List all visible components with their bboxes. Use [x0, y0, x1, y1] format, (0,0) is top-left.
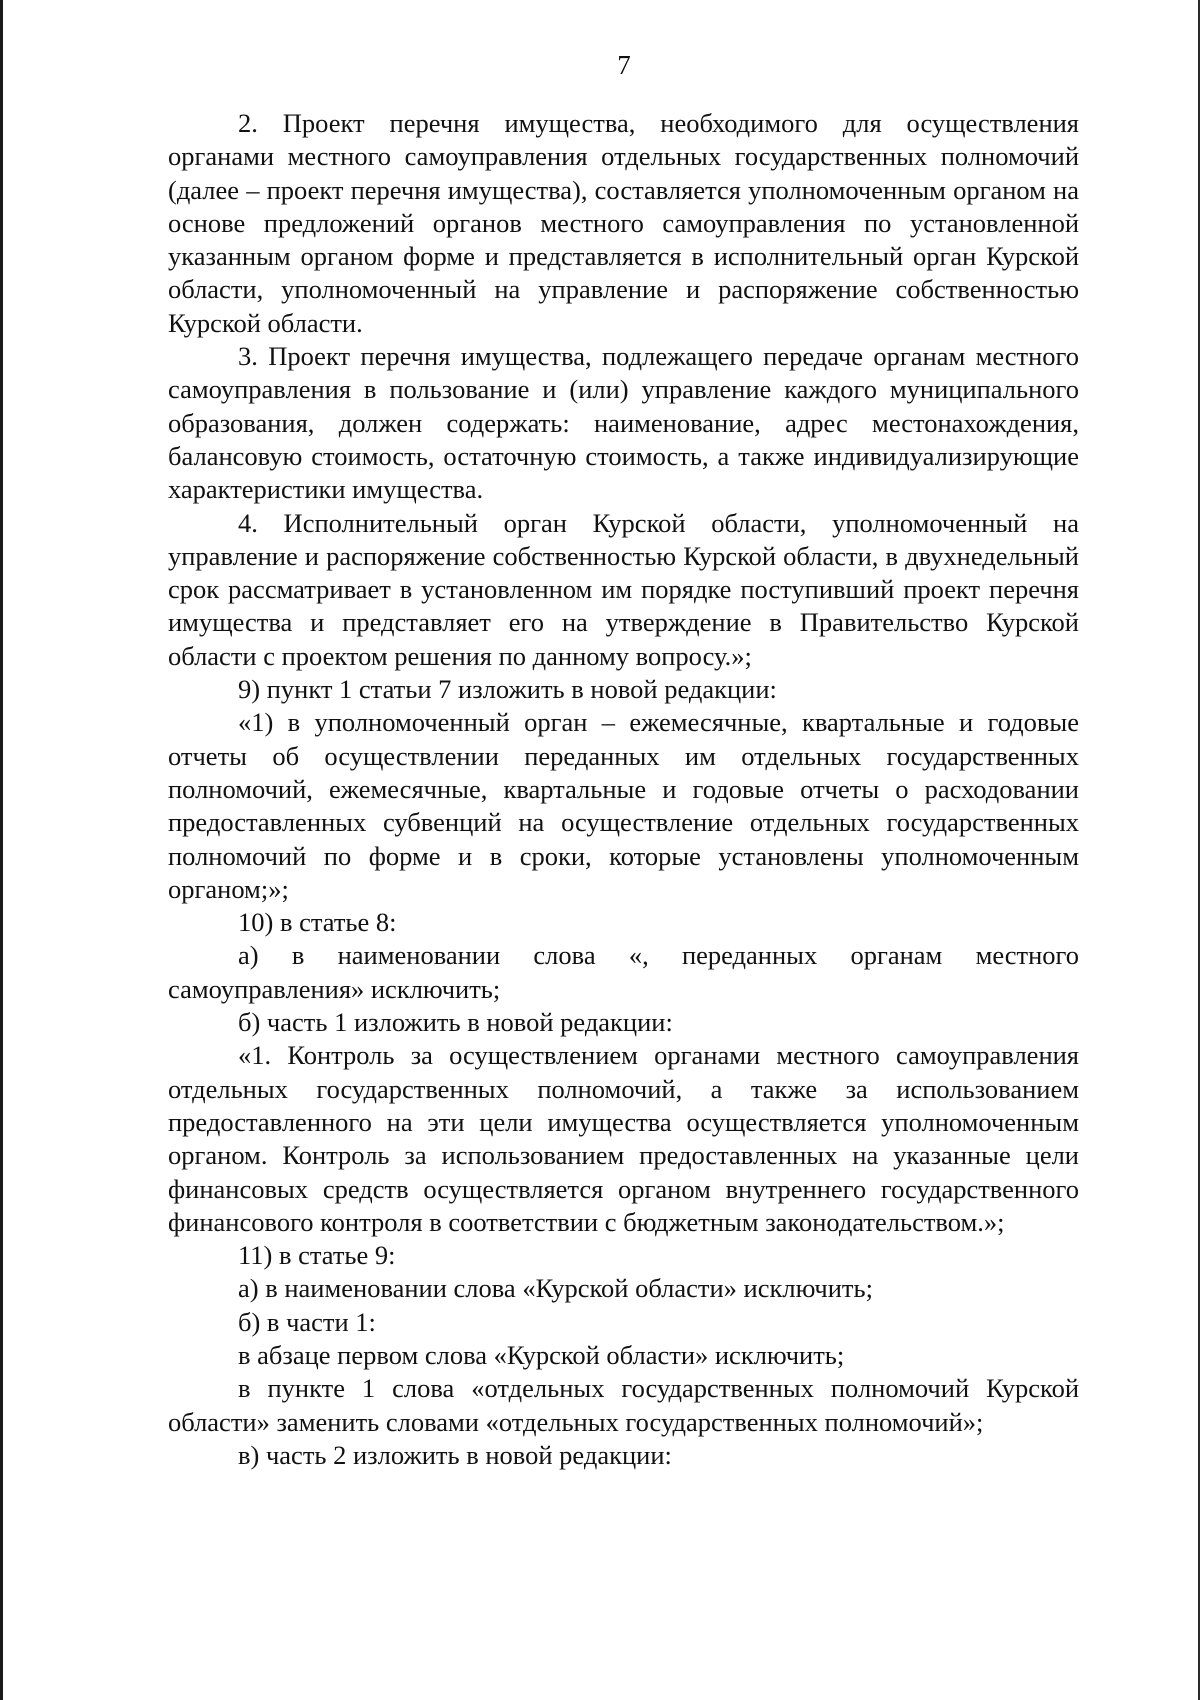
page-number: 7 — [617, 50, 631, 80]
scan-edge-left — [0, 0, 3, 1700]
paragraph-item-3: 3. Проект перечня имущества, подлежащего передаче органам местного самоуправления в пользование и (или) управление каждого муниципального образования, должен содержать: наименование, адрес местонахождения, балансовую стоимость, остаточную стоимость, а также индивидуализирующие характеристики имущества. — [168, 341, 1079, 505]
paragraph-item-4: 4. Исполнительный орган Курской области, уполномоченный на управление и распоряжение собственностью Курской области, в двухнедельный срок рассматривает в установленном им порядке поступивший проект перечня имущества и представляет его на утверждение в Правительство Курской области с проектом решения по данному вопросу.»; — [168, 507, 1079, 671]
paragraph-point-11: 11) в статье 9: — [238, 1240, 396, 1271]
paragraph-punkt-1: в пункте 1 слова «отдельных государственных полномочий Курской области» заменить словами «отдельных государственных полномочий»; — [168, 1373, 1079, 1437]
paragraph-point-9: 9) пункт 1 статьи 7 изложить в новой редакции: — [238, 674, 777, 705]
document-body — [168, 107, 1079, 1472]
paragraph-quoted-part-1: «1. Контроль за осуществлением органами местного самоуправления отдельных государственных полномочий, а также за использованием предоставленного на эти цели имущества осуществляется уполномоченным органом. Контроль за использованием предоставленных на указанные цели финансовых средств осуществляется органом внутреннего государственного финансового контроля в соответствии с бюджетным законодательством.»; — [168, 1040, 1079, 1237]
paragraph-item-2: 2. Проект перечня имущества, необходимого для осуществления органами местного самоуправления отдельных государственных полномочий (далее – проект перечня имущества), составляется уполномоченным органом на основе предложений органов местного самоуправления по установленной указанным органом форме и представляется в исполнительный орган Курской области, уполномоченный на управление и распоряжение собственностью Курской области. — [168, 108, 1079, 338]
paragraph-subpoint-a: а) в наименовании слова «, переданных органам местного самоуправления» исключить; — [168, 940, 1079, 1004]
paragraph-subpoint-b: б) часть 1 изложить в новой редакции: — [238, 1007, 673, 1038]
paragraph-subpoint-b-2: б) в части 1: — [238, 1306, 376, 1337]
paragraph-first-abzats: в абзаце первом слова «Курской области» исключить; — [238, 1339, 845, 1370]
paragraph-subpoint-v: в) часть 2 изложить в новой редакции: — [238, 1439, 672, 1470]
paragraph-quoted-point-1: «1) в уполномоченный орган – ежемесячные, квартальные и годовые отчеты об осуществлении переданных им отдельных государственных полномочий, ежемесячные, квартальные и годовые отчеты о расходовании предоставленных субвенций на осуществление отдельных государственных полномочий по форме и в сроки, которые установлены уполномоченным органом;»; — [168, 707, 1079, 904]
paragraph-subpoint-a-2: а) в наименовании слова «Курской области» исключить; — [238, 1273, 873, 1304]
paragraph-point-10: 10) в статье 8: — [238, 907, 397, 938]
